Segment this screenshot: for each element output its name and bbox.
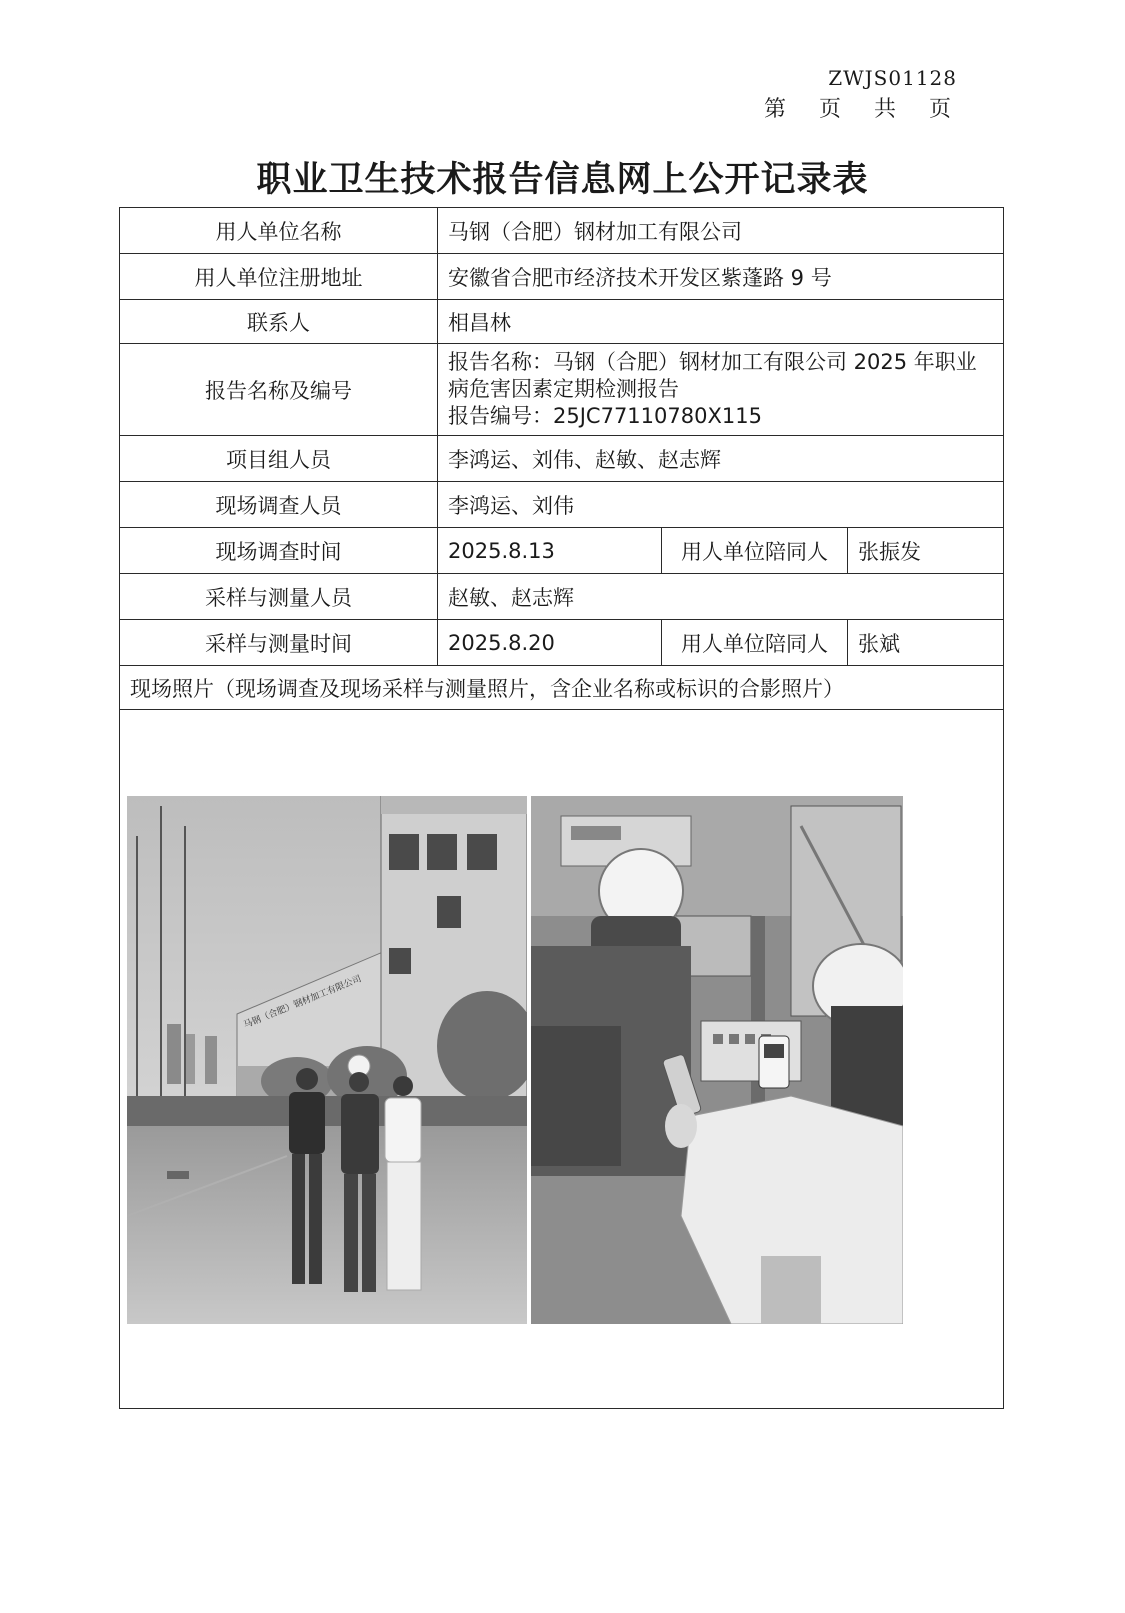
table-row (120, 574, 1004, 620)
company-name-value: 马钢（合肥）钢材加工有限公司 (438, 208, 1004, 254)
report-number: 报告编号：25JC77110780X115 (448, 404, 762, 428)
survey-escort-value: 张振发 (848, 528, 1004, 574)
survey-escort-label: 用人单位陪同人 (662, 528, 848, 574)
survey-time-label: 现场调查时间 (120, 528, 438, 574)
sampling-time-label: 采样与测量时间 (120, 620, 438, 666)
site-group-photo-image (127, 796, 527, 1324)
report-label: 报告名称及编号 (120, 344, 438, 436)
survey-staff-label: 现场调查人员 (120, 482, 438, 528)
document-code: ZWJS01128 (828, 66, 957, 90)
table-row (120, 436, 1004, 482)
sampling-photo (531, 796, 903, 1324)
table-row (120, 666, 1004, 710)
sampling-staff-value: 赵敏、赵志辉 (438, 574, 1004, 620)
building-sign-text: 马钢（合肥）钢材加工有限公司 (242, 974, 363, 1031)
table-row (120, 528, 1004, 574)
table-row (120, 208, 1004, 254)
sampling-time-value: 2025.8.20 (438, 620, 662, 666)
survey-staff-value: 李鸿运、刘伟 (438, 482, 1004, 528)
photos-row (120, 710, 1004, 1409)
site-group-photo (127, 796, 527, 1324)
photos-cell (120, 710, 1004, 1409)
sampling-escort-value: 张斌 (848, 620, 1004, 666)
company-address-value: 安徽省合肥市经济技术开发区紫蓬路 9 号 (438, 254, 1004, 300)
report-value (438, 344, 1004, 436)
photos-container (127, 796, 903, 1324)
table-row (120, 300, 1004, 344)
table-row (120, 620, 1004, 666)
table-row (120, 344, 1004, 436)
photos-section-label: 现场照片（现场调查及现场采样与测量照片，含企业名称或标识的合影照片） (120, 666, 1004, 710)
project-team-value: 李鸿运、刘伟、赵敏、赵志辉 (438, 436, 1004, 482)
page-info: 第 页 共 页 (764, 97, 957, 122)
table-row (120, 254, 1004, 300)
report-name: 报告名称：马钢（合肥）钢材加工有限公司 2025 年职业病危害因素定期检测报告 (448, 350, 977, 401)
contact-value: 相昌林 (438, 300, 1004, 344)
record-table (119, 207, 1004, 1409)
survey-time-value: 2025.8.13 (438, 528, 662, 574)
company-name-label: 用人单位名称 (120, 208, 438, 254)
table-row (120, 482, 1004, 528)
sampling-photo-image (531, 796, 903, 1324)
company-address-label: 用人单位注册地址 (120, 254, 438, 300)
sampling-escort-label: 用人单位陪同人 (662, 620, 848, 666)
contact-label: 联系人 (120, 300, 438, 344)
sampling-staff-label: 采样与测量人员 (120, 574, 438, 620)
project-team-label: 项目组人员 (120, 436, 438, 482)
page-title: 职业卫生技术报告信息网上公开记录表 (256, 160, 869, 200)
